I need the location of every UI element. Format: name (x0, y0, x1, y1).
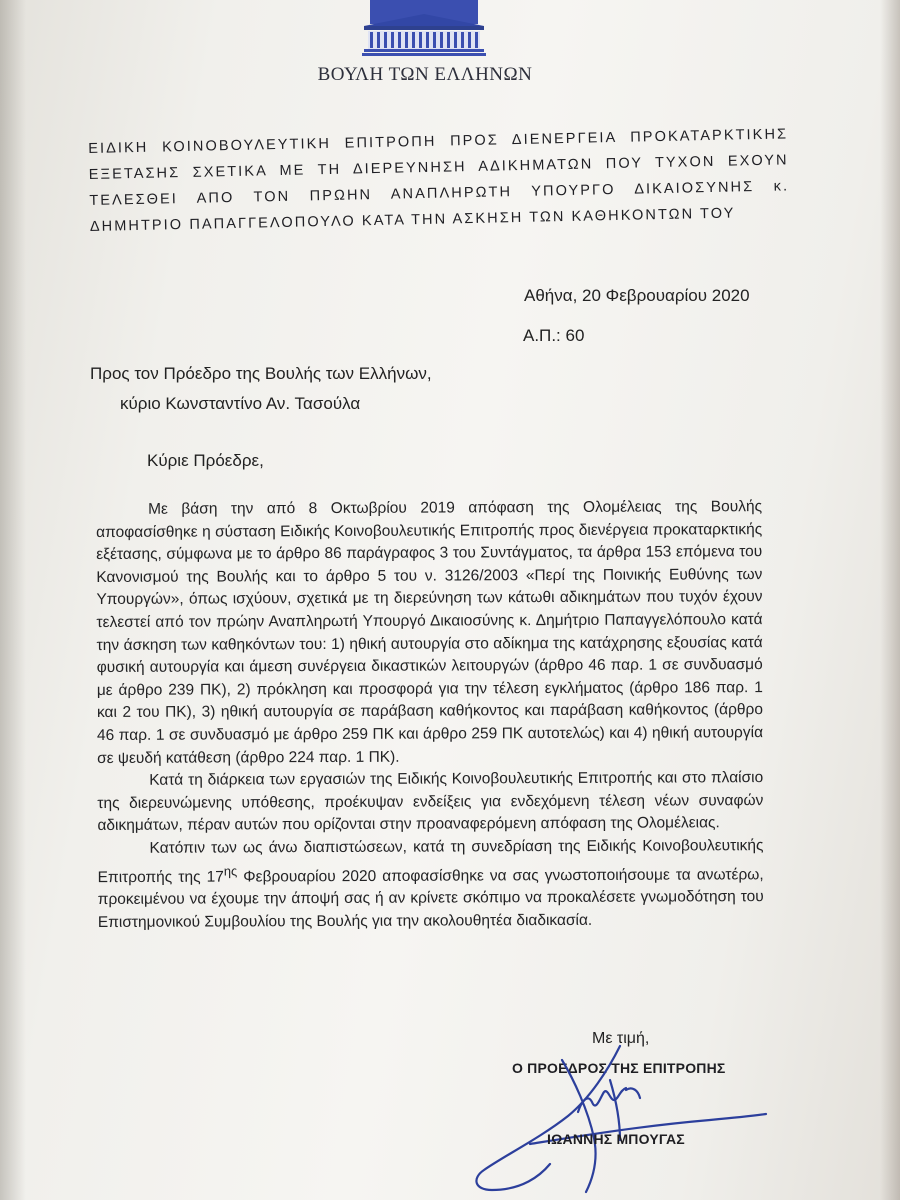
recipient-line-1: Προς τον Πρόεδρο της Βουλής των Ελλήνων, (90, 364, 432, 383)
ordinal-suffix: ης (223, 862, 238, 878)
page-edge-shadow-right (880, 0, 900, 1200)
letter-date: Αθήνα, 20 Φεβρουαρίου 2020 (524, 286, 750, 305)
body-paragraph-2: Κατά τη διάρκεια των εργασιών της Ειδικής Κοινοβουλευτικής Επιτροπής και στο πλαίσιο της διερευνώμενης υπόθεσης, προέκυψαν ενδείξεις για ενδεχόμενη τέλεση νέων συναφών αδικημάτων, πέραν αυτών που ορίζονται στην προαναφερόμενη απόφαση της Ολομέλειας. (97, 769, 764, 835)
handwritten-signature (470, 1040, 770, 1200)
page-edge-shadow-left (0, 0, 26, 1200)
salutation: Κύριε Πρόεδρε, (147, 451, 264, 470)
body-paragraph-3 (97, 835, 763, 934)
signatory-title: Ο ΠΡΟΕΔΡΟΣ ΤΗΣ ΕΠΙΤΡΟΠΗΣ (512, 1060, 726, 1076)
body-paragraph-3-end: Φεβρουαρίου 2020 αποφασίσθηκε να σας γνωστοποιήσουμε τα ανωτέρω, προκειμένου να έχουμε την άποψή σας ή αν κρίνετε σκόπιμο να προκαλέσετε γνωμοδότηση του Επιστημονικού Συμβουλίου της Βουλής για την ακολουθητέα διαδικασία. (97, 865, 764, 931)
recipient-line-2: κύριο Κωνσταντίνο Αν. Τασούλα (120, 394, 361, 413)
parliament-building-emblem (362, 0, 486, 58)
closing-phrase: Με τιμή, (592, 1030, 650, 1047)
committee-title: ΕΙΔΙΚΗ ΚΟΙΝΟΒΟΥΛΕΥΤΙΚΗ ΕΠΙΤΡΟΠΗ ΠΡΟΣ ΔΙΕΝΕΡΓΕΙΑ ΠΡΟΚΑΤΑΡΚΤΙΚΗΣ ΕΞΕΤΑΣΗΣ ΣΧΕΤΙΚΑ ΜΕ ΤΗ ΔΙΕΡΕΥΝΗΣΗ ΑΔΙΚΗΜΑΤΩΝ ΠΟΥ ΤΥΧΟΝ ΕΧΟΥΝ ΤΕΛΕΣΘΕΙ ΑΠΟ ΤΟΝ ΠΡΩΗΝ ΑΝΑΠΛΗΡΩΤΗ ΥΠΟΥΡΓΟ ΔΙΚΑΙΟΣΥΝΗΣ κ. ΔΗΜΗΤΡΙΟ ΠΑΠΑΓΓΕΛΟΠΟΥΛΟ ΚΑΤΑ ΤΗΝ ΑΣΚΗΣΗ ΤΩΝ ΚΑΘΗΚΟΝΤΩΝ ΤΟΥ (88, 126, 790, 235)
parliament-name: ΒΟΥΛΗ ΤΩΝ ΕΛΛΗΝΩΝ (317, 64, 533, 85)
signatory-name: ΙΩΑΝΝΗΣ ΜΠΟΥΓΑΣ (547, 1131, 685, 1147)
reference-number: Α.Π.: 60 (523, 326, 585, 345)
letter-body (96, 496, 764, 934)
body-paragraph-3-start: Κατόπιν των ως άνω διαπιστώσεων, κατά τη συνεδρίαση της Ειδικής Κοινοβουλευτικής Επιτροπής της 17 (97, 836, 764, 886)
body-paragraph-1: Με βάση την από 8 Οκτωβρίου 2019 απόφαση της Ολομέλειας της Βουλής αποφασίσθηκε η σύσταση Ειδικής Κοινοβουλευτικής Επιτροπής προς διενέργεια προκαταρκτικής εξέτασης, σύμφωνα με το άρθρο 86 παράγραφος 3 του Συντάγματος, τα άρθρα 153 επόμενα του Κανονισμού της Βουλής και το άρθρο 5 του ν. 3126/2003 «Περί της Ποινικής Ευθύνης των Υπουργών», όπως ισχύουν, σχετικά με τη διερεύνηση των κάτωθι αδικημάτων που τυχόν έχουν τελεστεί από τον πρώην Αναπληρωτή Υπουργό Δικαιοσύνης κ. Δημήτριο Παπαγγελόπουλο κατά την άσκηση των καθηκόντων του: 1) ηθική αυτουργία στο αδίκημα της κατάχρησης εξουσίας κατά φυσική αυτουργία και άμεση συνέργεια δικαστικών λειτουργών (άρθρο 46 παρ. 1 σε συνδυασμό με άρθρο 239 ΠΚ), 2) πρόκληση και προσφορά για την τέλεση εγκλήματος (άρθρο 186 παρ. 1 και 2 του ΠΚ), 3) ηθική αυτουργία σε παράβαση καθήκοντος και παράβαση καθήκοντος (άρθρο 46 παρ. 1 σε συνδυασμό με άρθρο 259 ΠΚ και άρθρο 259 ΠΚ αυτοτελώς) και 4) ηθική αυτουργία σε ψευδή κατάθεση (άρθρο 224 παρ. 1 ΠΚ). (96, 498, 764, 767)
